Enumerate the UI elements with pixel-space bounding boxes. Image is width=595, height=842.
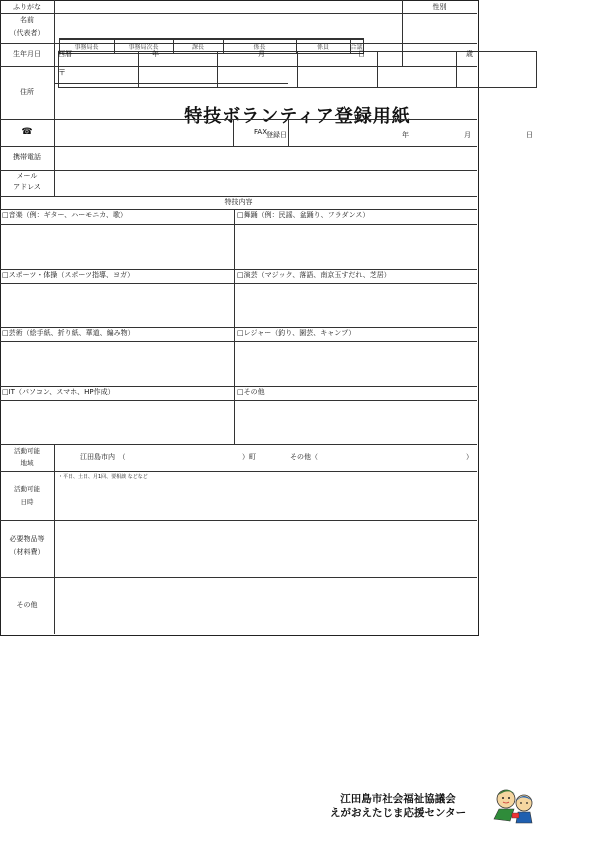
name-sub-label: （代表者） (9, 29, 45, 37)
furigana-label: ふりがな (13, 3, 41, 11)
form-title: 特技ボランティア登録用紙 (184, 106, 411, 127)
activity-time-label: 活動可能 (14, 485, 40, 493)
approval-header: 事務局長 (59, 40, 114, 54)
approval-stamp-cell[interactable] (377, 52, 457, 88)
area-city-text: 江田島市内 （ (80, 453, 126, 461)
activity-area-label: 活動可能 (14, 447, 40, 455)
organization-name-line-1: 江田島市社会福祉協議会 (340, 793, 456, 805)
activity-time-label-2: 日時 (20, 498, 34, 506)
organization-name-line-2: えがおえたじま応援センター (330, 807, 467, 819)
registration-month-unit: 月 (464, 131, 471, 139)
postal-mark: 〒 (58, 68, 66, 77)
birthdate-year-unit: 年 (152, 50, 159, 58)
approval-header: 事務局次長 (114, 40, 173, 54)
skill-it-checkbox[interactable]: □IT（パソコン、スマホ、HP作成） (2, 388, 115, 396)
email-label: メール (16, 172, 38, 180)
approval-header: 係長 (223, 40, 296, 54)
mascot-illustration-icon (490, 785, 536, 825)
approval-header: 係員 (296, 40, 350, 54)
skill-dance-checkbox[interactable]: □舞踊（例：民謡、盆踊り、フラダンス） (237, 211, 370, 219)
skill-music-checkbox[interactable]: □音楽（例：ギター、ハーモニカ、歌） (2, 211, 127, 219)
skills-header: 特技内容 (224, 198, 253, 206)
skill-art-checkbox[interactable]: □芸術（絵手紙、折り紙、華道、編み物） (2, 329, 135, 337)
organization-name (330, 792, 466, 820)
address-label: 住所 (20, 88, 34, 96)
other-label: その他 (16, 601, 38, 609)
mobile-phone-label: 携帯電話 (13, 153, 41, 161)
required-items-label: 必要物品等 (9, 535, 45, 543)
birthdate-label: 生年月日 (13, 50, 41, 58)
email-label-2: アドレス (13, 183, 41, 191)
registration-year-unit: 年 (402, 131, 409, 139)
required-items-sub-label: （材料費） (9, 548, 45, 556)
approval-header: 課長 (173, 40, 223, 54)
registration-day-unit: 日 (526, 131, 533, 139)
area-close-paren: ） (466, 453, 473, 461)
skill-leisure-checkbox[interactable]: □レジャー（釣り、園芸、キャンプ） (237, 329, 356, 337)
area-town-text: ）町 (242, 453, 256, 461)
name-label: 名前 (20, 16, 34, 24)
birthdate-day-unit: 日 (358, 50, 365, 58)
birthdate-month-unit: 月 (258, 50, 265, 58)
skill-sports-checkbox[interactable]: □スポーツ・体操（スポーツ指導、ヨガ） (2, 271, 135, 279)
age-unit: 歳 (466, 50, 473, 58)
area-other-text: その他（ (290, 453, 318, 461)
phone-icon: ☎ (21, 127, 33, 137)
approval-header: 合議 (350, 40, 363, 54)
gender-label: 性別 (432, 3, 447, 11)
approval-stamp-table (58, 38, 537, 88)
activity-area-label-2: 地域 (20, 459, 34, 467)
registration-date-label: 登録日 (266, 131, 287, 139)
skill-other-checkbox[interactable]: □その他 (237, 388, 265, 396)
birthdate-era: 西暦 (58, 50, 72, 58)
approval-stamp-cell[interactable] (297, 52, 377, 88)
skill-performance-checkbox[interactable]: □演芸（マジック、落語、南京玉すだれ、芝居） (237, 271, 391, 279)
fax-label: FAX (254, 128, 267, 136)
activity-time-hint: ・平日、土日、月1回、要相談 などなど (58, 474, 148, 480)
